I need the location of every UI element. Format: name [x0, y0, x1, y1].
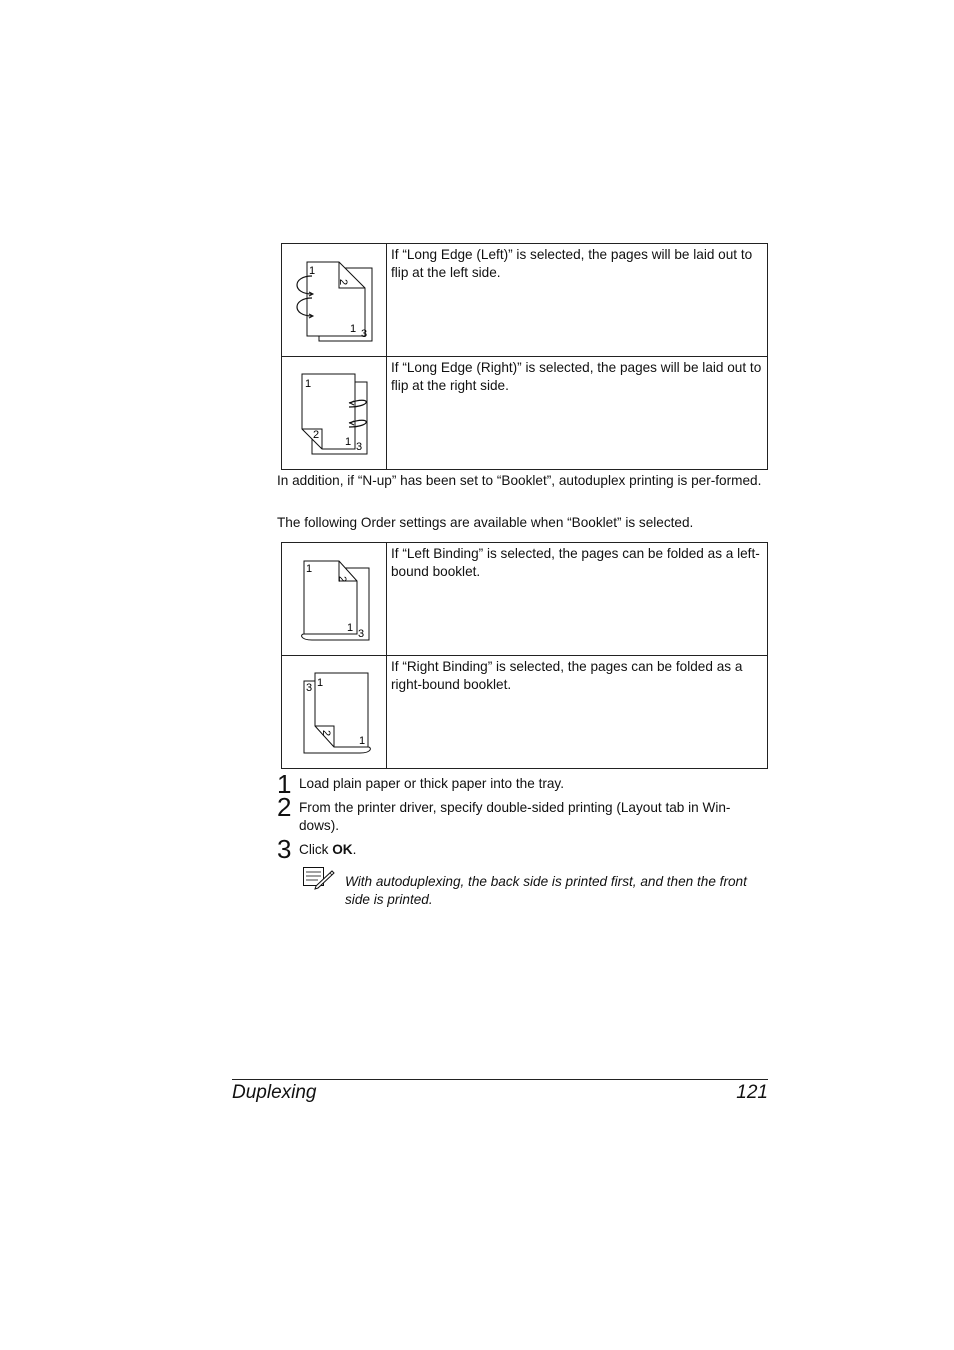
figure-label: 3 — [306, 682, 313, 694]
figure-cell — [282, 543, 387, 656]
step-text: From the printer driver, specify double-sided printing (Layout tab in Win-dows). — [299, 800, 731, 833]
figure-cell — [282, 357, 387, 470]
figure-label: 1 — [305, 378, 312, 390]
step-number: 3 — [277, 834, 292, 864]
long-edge-left-diagram — [282, 244, 386, 356]
figure-label: 3 — [358, 628, 365, 640]
table-row — [282, 244, 768, 357]
figure-label: 2 — [337, 279, 349, 286]
note-text: With autoduplexing, the back side is printed first, and then the front side is printed. — [345, 874, 747, 907]
figure-label: 2 — [336, 576, 348, 583]
figure-label: 1 — [317, 677, 324, 689]
long-edge-right-diagram — [282, 357, 386, 469]
table-row — [282, 656, 768, 769]
description-cell: If “Long Edge (Right)” is selected, the pages will be laid out to flip at the right side. — [387, 357, 768, 470]
binding-options-table — [281, 542, 768, 769]
step-text — [299, 841, 765, 859]
ok-label: OK — [332, 842, 353, 857]
figure-cell — [282, 656, 387, 769]
description-cell: If “Left Binding” is selected, the pages can be folded as a left-bound booklet. — [387, 543, 768, 656]
figure-label: 1 — [359, 735, 366, 747]
description-cell: If “Long Edge (Left)” is selected, the pages will be laid out to flip at the left side. — [387, 244, 768, 357]
figure-label: 1 — [345, 436, 352, 448]
figure-label: 2 — [313, 429, 320, 441]
step-number: 1 — [277, 769, 292, 799]
description-cell: If “Right Binding” is selected, the pages can be folded as a right-bound booklet. — [387, 656, 768, 769]
step-text-after: . — [352, 842, 357, 857]
left-binding-diagram — [282, 543, 386, 655]
table-row — [282, 543, 768, 656]
figure-label: 1 — [347, 622, 354, 634]
figure-label: 1 — [306, 563, 313, 575]
step-number: 2 — [277, 792, 292, 822]
step-text-before: Click — [299, 842, 333, 857]
order-paragraph: The following Order settings are available when “Booklet” is selected. — [277, 515, 694, 530]
figure-label: 1 — [309, 265, 316, 277]
footer-page-number: 121 — [736, 1082, 768, 1103]
step-text: Load plain paper or thick paper into the tray. — [299, 776, 564, 791]
flip-options-table — [281, 243, 768, 470]
figure-label: 3 — [361, 328, 368, 340]
figure-label: 2 — [320, 730, 332, 737]
figure-label: 3 — [356, 441, 363, 453]
right-binding-diagram — [282, 656, 386, 768]
table-row — [282, 357, 768, 470]
footer-section-title: Duplexing — [232, 1082, 317, 1103]
footer-rule — [232, 1079, 768, 1080]
figure-label: 1 — [350, 323, 357, 335]
figure-cell — [282, 244, 387, 357]
booklet-paragraph: In addition, if “N-up” has been set to “Booklet”, autoduplex printing is per-formed. — [277, 473, 762, 488]
note-pencil-icon — [302, 866, 336, 890]
